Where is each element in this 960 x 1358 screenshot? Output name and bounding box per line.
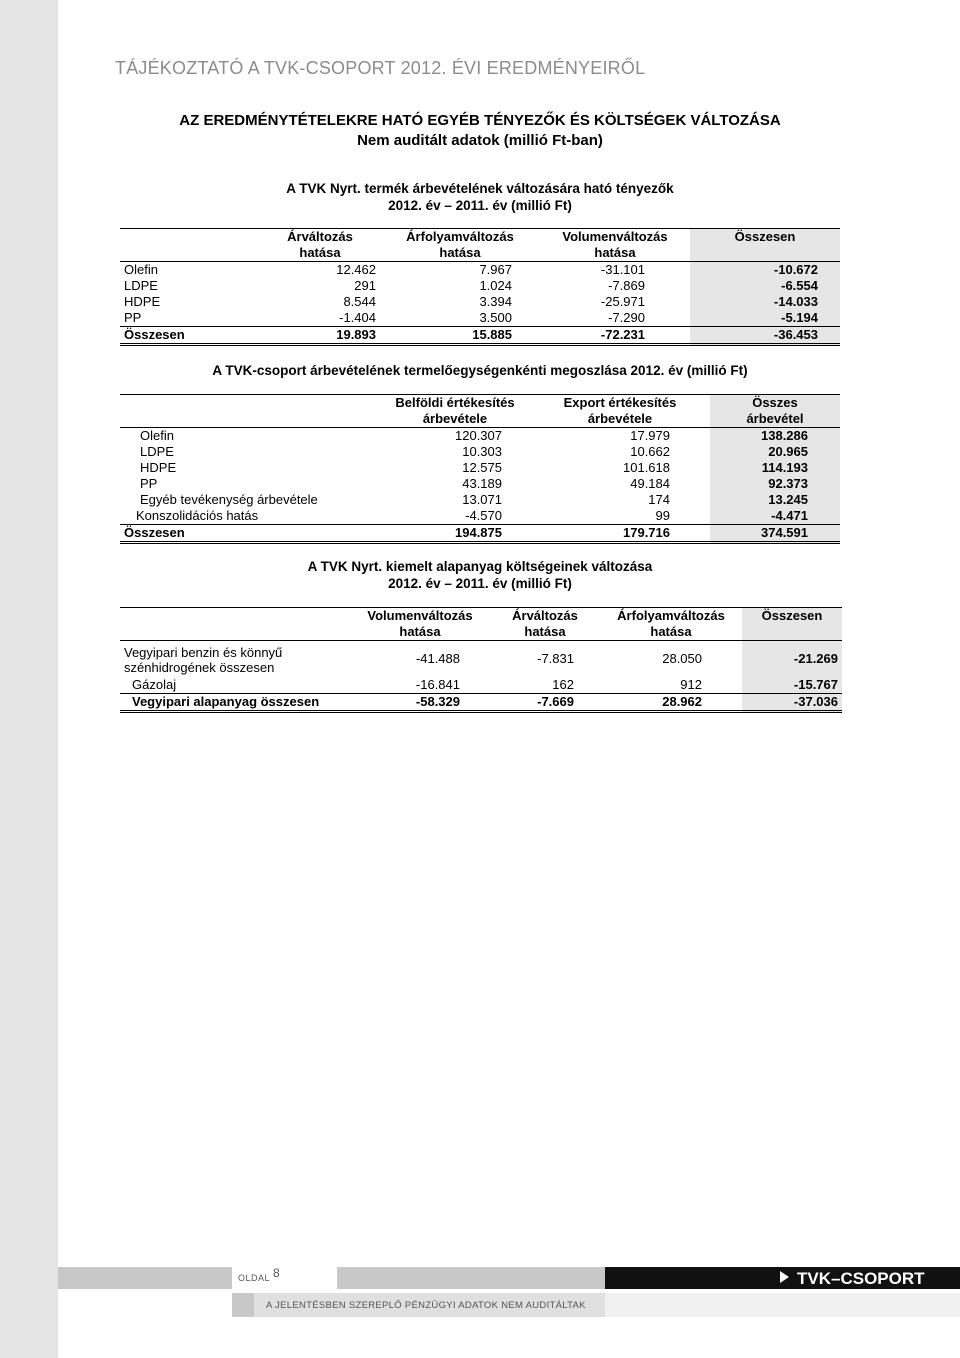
footer-brand bbox=[780, 1269, 925, 1289]
footer-bar-middle bbox=[337, 1267, 605, 1289]
cell-total: -4.471 bbox=[710, 508, 840, 525]
footer-page-label: OLDAL bbox=[238, 1273, 271, 1283]
table2-title: A TVK-csoport árbevételének termelőegységenkénti megoszlása 2012. év (millió Ft) bbox=[212, 363, 748, 378]
cell-value: -7.831 bbox=[490, 641, 600, 678]
side-strip bbox=[0, 0, 58, 1358]
cell-value: 179.716 bbox=[530, 525, 710, 543]
cell-value: 10.662 bbox=[630, 444, 670, 459]
cell-value: 120.307 bbox=[380, 428, 530, 445]
table-row bbox=[120, 476, 840, 492]
cell-value: -7.869 bbox=[608, 278, 645, 293]
table1-title-line2: 2012. év – 2011. év (millió Ft) bbox=[388, 198, 572, 213]
table-row-total bbox=[120, 525, 840, 543]
cell-value: -7.669 bbox=[490, 694, 600, 712]
row-label: Egyéb tevékenység árbevétele bbox=[140, 492, 318, 507]
cell-value: -1.404 bbox=[339, 310, 376, 325]
table2 bbox=[120, 394, 840, 544]
row-label: Vegyipari benzin és könnyű szénhidrogének összesen bbox=[120, 641, 350, 678]
table-row-total bbox=[120, 327, 840, 345]
cell-value: 19.893 bbox=[260, 327, 380, 345]
cell-value: -4.570 bbox=[465, 508, 502, 523]
cell-value: 291 bbox=[354, 278, 376, 293]
table-row bbox=[120, 278, 840, 294]
table2-header-export: Export értékesítés árbevétele bbox=[530, 395, 710, 428]
cell-value: 12.462 bbox=[260, 262, 380, 279]
row-label: Összesen bbox=[120, 525, 380, 543]
row-label: HDPE bbox=[124, 294, 161, 309]
table3 bbox=[120, 607, 842, 713]
cell-value: -41.488 bbox=[350, 641, 490, 678]
cell-value: -16.841 bbox=[415, 677, 460, 692]
cell-total: -10.672 bbox=[690, 262, 840, 279]
page-header-title: TÁJÉKOZTATÓ A TVK-CSOPORT 2012. ÉVI EREDMÉNYEIRŐL bbox=[115, 58, 646, 78]
footer-note: A JELENTÉSBEN SZEREPLŐ PÉNZÜGYI ADATOK NEM AUDITÁLTAK bbox=[266, 1300, 586, 1311]
cell-total: -6.554 bbox=[690, 278, 840, 294]
table1-title-line1: A TVK Nyrt. termék árbevételének változására ható tényezők bbox=[286, 181, 674, 196]
table2-header-domestic: Belföldi értékesítés árbevétele bbox=[380, 395, 530, 428]
table-row bbox=[120, 444, 840, 460]
row-label: LDPE bbox=[124, 278, 158, 293]
cell-total: 138.286 bbox=[710, 428, 840, 445]
table3-title-line2: 2012. év – 2011. év (millió Ft) bbox=[388, 576, 572, 591]
cell-value: -58.329 bbox=[350, 694, 490, 712]
row-label: HDPE bbox=[140, 460, 177, 475]
table1-header-total: Összesen bbox=[690, 229, 840, 262]
cell-value: 13.071 bbox=[462, 492, 502, 507]
table-row bbox=[120, 310, 840, 327]
cell-value: 7.967 bbox=[380, 262, 540, 279]
table3-title-line1: A TVK Nyrt. kiemelt alapanyag költségeinek változása bbox=[307, 559, 653, 574]
cell-value: 99 bbox=[655, 508, 670, 523]
table1-header-price: Árváltozás hatása bbox=[260, 229, 380, 262]
cell-total: -37.036 bbox=[742, 694, 842, 712]
table-row bbox=[120, 641, 842, 678]
cell-value: 912 bbox=[680, 677, 702, 692]
cell-value: 15.885 bbox=[380, 327, 540, 345]
table-row bbox=[120, 294, 840, 310]
row-label: Olefin bbox=[120, 428, 380, 445]
cell-value: 3.394 bbox=[479, 294, 512, 309]
main-title-line1: AZ EREDMÉNYTÉTELEKRE HATÓ EGYÉB TÉNYEZŐK ÉS KÖLTSÉGEK VÁLTOZÁSA bbox=[179, 112, 781, 129]
cell-value: -31.101 bbox=[540, 262, 690, 279]
cell-value: 194.875 bbox=[380, 525, 530, 543]
table1-title bbox=[120, 180, 840, 214]
cell-total: -36.453 bbox=[690, 327, 840, 345]
cell-value: 8.544 bbox=[343, 294, 376, 309]
row-label: Összesen bbox=[120, 327, 260, 345]
cell-value: 174 bbox=[648, 492, 670, 507]
cell-total: 20.965 bbox=[710, 444, 840, 460]
cell-value: -25.971 bbox=[600, 294, 645, 309]
table1 bbox=[120, 228, 840, 346]
table1-header-fx: Árfolyamváltozás hatása bbox=[380, 229, 540, 262]
table-row bbox=[120, 428, 840, 445]
row-label: PP bbox=[124, 310, 142, 325]
cell-value: 12.575 bbox=[462, 460, 502, 475]
row-label: Konszolidációs hatás bbox=[136, 508, 259, 523]
cell-value: 43.189 bbox=[462, 476, 502, 491]
cell-total: -5.194 bbox=[690, 310, 840, 327]
cell-total: -21.269 bbox=[742, 641, 842, 678]
table3-title bbox=[200, 558, 760, 592]
footer-bar-left bbox=[58, 1267, 232, 1289]
cell-total: 374.591 bbox=[710, 525, 840, 543]
table-row bbox=[120, 492, 840, 508]
cell-total: 13.245 bbox=[710, 492, 840, 508]
cell-value: 10.303 bbox=[462, 444, 502, 459]
row-label: Olefin bbox=[120, 262, 260, 279]
cell-value: 162 bbox=[552, 677, 574, 692]
footer-note-bar-right bbox=[605, 1293, 960, 1317]
row-label: Gázolaj bbox=[132, 677, 177, 692]
table2-header-blank bbox=[120, 395, 380, 428]
cell-value: 3.500 bbox=[479, 310, 512, 325]
table-row bbox=[120, 262, 840, 279]
cell-value: -72.231 bbox=[540, 327, 690, 345]
table3-header-total: Összesen bbox=[742, 608, 842, 641]
cell-value: 17.979 bbox=[530, 428, 710, 445]
table3-header-price: Árváltozás hatása bbox=[490, 608, 600, 641]
table-row bbox=[120, 508, 840, 525]
table-row bbox=[120, 460, 840, 476]
table3-header-blank bbox=[120, 608, 350, 641]
main-title bbox=[0, 111, 960, 151]
cell-value: 101.618 bbox=[623, 460, 670, 475]
table2-header-total: Összes árbevétel bbox=[710, 395, 840, 428]
footer-brand-text: TVK–CSOPORT bbox=[797, 1269, 925, 1288]
cell-value: 28.962 bbox=[600, 694, 742, 712]
row-label: PP bbox=[140, 476, 158, 491]
table3-header-fx: Árfolyamváltozás hatása bbox=[600, 608, 742, 641]
table-row bbox=[120, 677, 842, 694]
row-label: LDPE bbox=[140, 444, 174, 459]
cell-value: -7.290 bbox=[608, 310, 645, 325]
table-row-total bbox=[120, 694, 842, 712]
table1-header-blank bbox=[120, 229, 260, 262]
cell-value: 49.184 bbox=[630, 476, 670, 491]
footer-square bbox=[232, 1293, 254, 1317]
footer-page-number: 8 bbox=[273, 1266, 280, 1280]
cell-total: -14.033 bbox=[690, 294, 840, 310]
main-title-line2: Nem auditált adatok (millió Ft-ban) bbox=[357, 132, 603, 149]
cell-total: 92.373 bbox=[710, 476, 840, 492]
cell-total: -15.767 bbox=[742, 677, 842, 694]
table3-header-volume: Volumenváltozás hatása bbox=[350, 608, 490, 641]
row-label: Vegyipari alapanyag összesen bbox=[120, 694, 350, 712]
play-arrow-icon bbox=[780, 1271, 789, 1283]
table1-header-volume: Volumenváltozás hatása bbox=[540, 229, 690, 262]
cell-total: 114.193 bbox=[710, 460, 840, 476]
cell-value: 1.024 bbox=[479, 278, 512, 293]
cell-value: 28.050 bbox=[600, 641, 742, 678]
